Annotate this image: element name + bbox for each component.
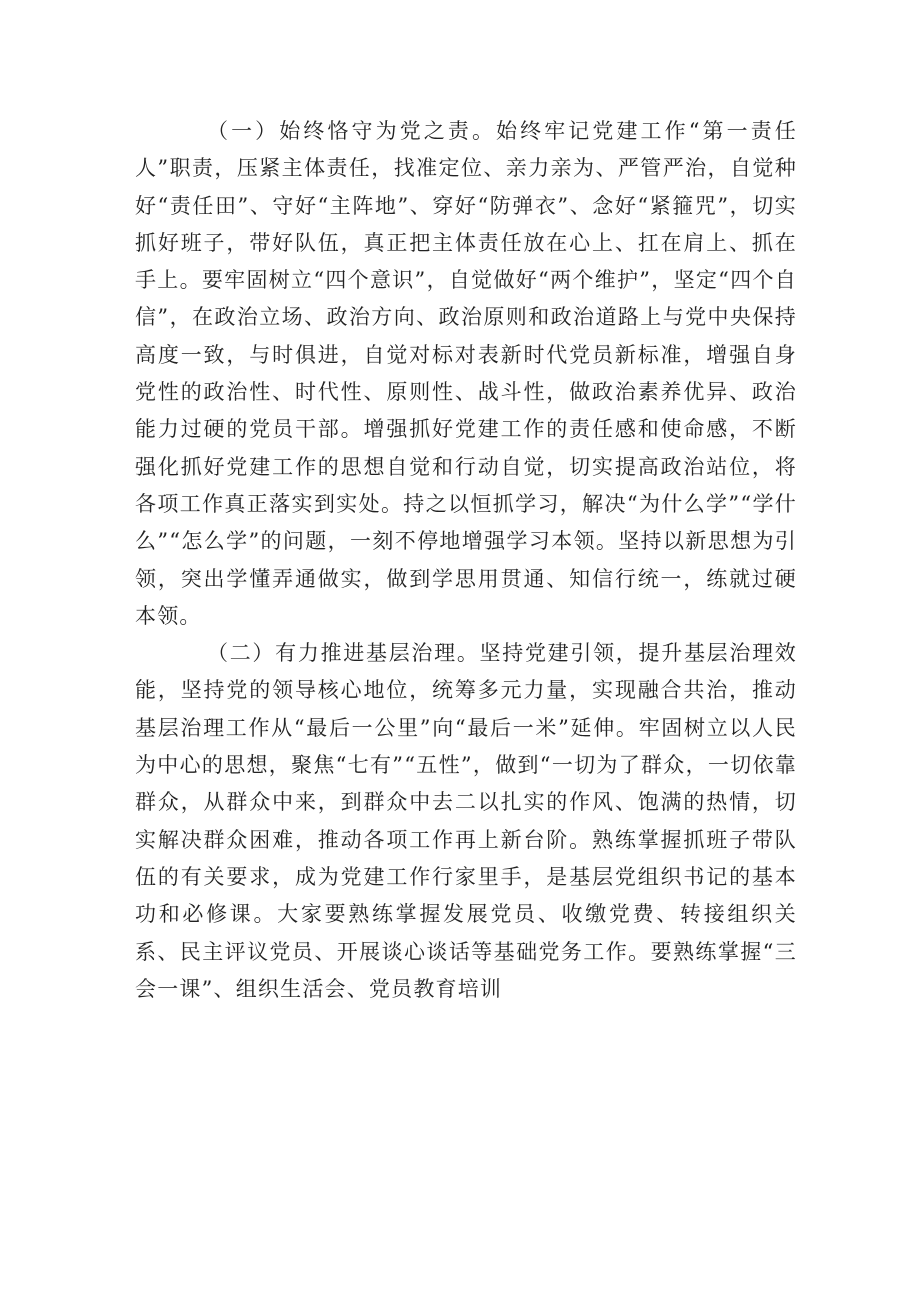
paragraph-1: （一）始终恪守为党之责。始终牢记党建工作“第一责任人”职责，压紧主体责任，找准定位、亲力亲为、严管严治，自觉种好“责任田”、守好“主阵地”、穿好“防弹衣”、念好“紧箍咒”，切实抓好班子，带好队伍，真正把主体责任放在心上、扛在肩上、抓在手上。要牢固树立“四个意识”，自觉做好“两个维护”，坚定“四个自信”，在政治立场、政治方向、政治原则和政治道路上与党中央保持高度一致，与时俱进，自觉对标对表新时代党员新标准，增强自身党性的政治性、时代性、原则性、战斗性，做政治素养优异、政治能力过硬的党员干部。增强抓好党建工作的责任感和使命感，不断强化抓好党建工作的思想自觉和行动自觉，切实提高政治站位，将各项工作真正落实到实处。持之以恒抓学习，解决“为什么学”“学什么”“怎么学”的问题，一刻不停地增强学习本领。坚持以新思想为引领，突出学懂弄通做实，做到学思用贯通、知信行统一，练就过硬本领。 [135,119,797,628]
document-body [135,113,797,1008]
paragraph-2: （二）有力推进基层治理。坚持党建引领，提升基层治理效能，坚持党的领导核心地位，统筹多元力量，实现融合共治，推动基层治理工作从“最后一公里”向“最后一米”延伸。牢固树立以人民为中心的思想，聚焦“七有”“五性”，做到“一切为了群众，一切依靠群众，从群众中来，到群众中去二以扎实的作风、饱满的热情，切实解决群众困难，推动各项工作再上新台阶。熟练掌握抓班子带队伍的有关要求，成为党建工作行家里手，是基层党组织书记的基本功和必修课。大家要熟练掌握发展党员、收缴党费、转接组织关系、民主评议党员、开展谈心谈话等基础党务工作。要熟练掌握“三会一课”、组织生活会、党员教育培训 [135,641,797,1001]
